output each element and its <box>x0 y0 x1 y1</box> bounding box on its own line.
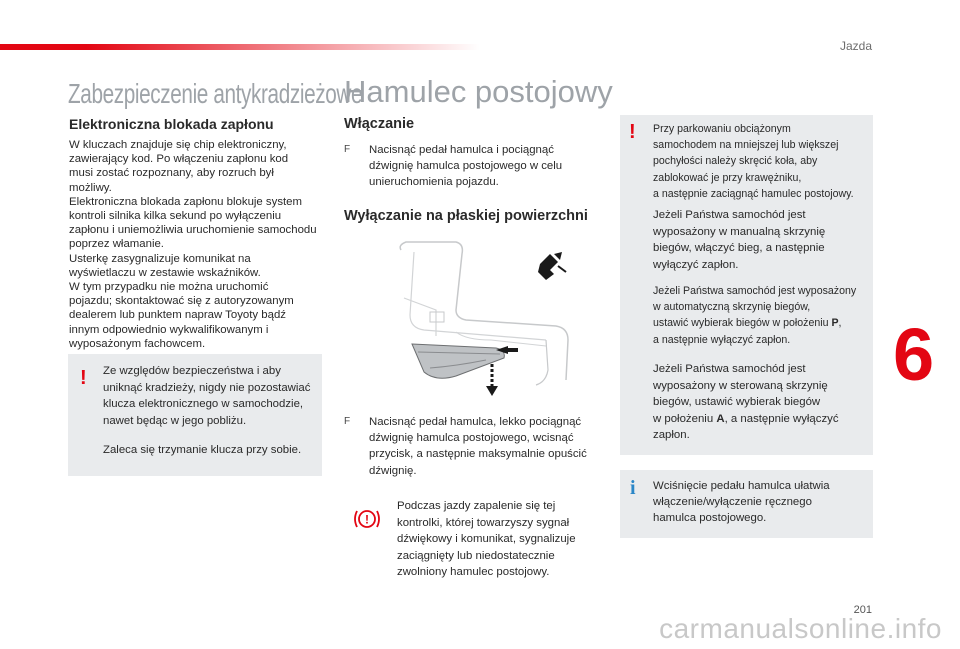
key-warning-box <box>68 354 322 476</box>
text-line: wyposażonym fachowcem. <box>69 337 206 350</box>
gear-a: A <box>716 412 725 425</box>
text-line: wyposażony w sterowaną skrzynię <box>653 379 828 392</box>
text-line: biegów, ustawić wybierak biegów <box>653 396 821 408</box>
text-line: Jeżeli Państwa samochód jest wyposażony <box>653 285 857 297</box>
text-line: a następnie zaciągnąć hamulec postojowy. <box>653 187 854 200</box>
info-box <box>620 470 873 538</box>
section-label: Jazda <box>839 39 872 53</box>
text-line: Nacisnąć pedał hamulca, lekko pociągnąć <box>369 416 582 428</box>
text-line: biegów, włączyć bieg, a następnie <box>653 242 825 254</box>
manual-gearbox-text <box>653 207 871 273</box>
text-line: Jeżeli Państwa samochód jest <box>653 209 806 221</box>
text-line: dealerem lub punktem napraw Toyoty bądź <box>69 309 286 322</box>
text-line: wyświetlaczu w zestawie wskaźników. <box>69 266 261 279</box>
text-line: dźwiękowy i komunikat, sygnalizuje <box>397 533 576 545</box>
parking-brake-title: Hamulec postojowy <box>344 74 613 109</box>
text-line: Jeżeli Państwa samochód jest <box>653 363 806 375</box>
text-line: Przy parkowaniu obciążonym <box>653 123 791 135</box>
text-line: dźwignię hamulca postojowego, wcisnąć <box>369 432 574 445</box>
text-line: a następnie wyłączyć zapłon. <box>653 333 791 346</box>
key-warning-text <box>103 363 317 429</box>
bullet-marker: F <box>344 144 351 155</box>
text-line: W kluczach znajduje się chip elektroniczny, <box>69 139 287 151</box>
text-line: zaciągnięty lub niedostatecznie <box>397 549 555 562</box>
text-line: pojazdu; skontaktować się z autoryzowanym <box>69 295 294 308</box>
text-line: wyłączyć zapłon. <box>653 258 739 271</box>
text-line: Ze względów bezpieczeństwa i aby <box>103 365 281 377</box>
text-line: dźwignię. <box>369 464 417 477</box>
text-line: unieruchomienia pojazdu. <box>369 176 499 189</box>
text-line: zablokować je przy krawężniku, <box>653 171 802 184</box>
text-line: kontroli silnika kilka sekund po wyłączeniu <box>69 210 282 223</box>
release-heading: Wyłączanie na płaskiej powierzchni <box>344 208 588 224</box>
exclamation-icon: ! <box>629 121 636 143</box>
text-line: Nacisnąć pedał hamulca i pociągnąć <box>369 144 554 156</box>
text-line: włączenie/wyłączenie ręcznego <box>653 496 812 508</box>
text-line: Elektroniczna blokada zapłonu blokuje system <box>69 195 303 208</box>
text-line: przycisk, a następnie maksymalnie opuścić <box>369 448 587 461</box>
chapter-number: 6 <box>893 313 935 396</box>
text-line: w automatyczną skrzynię biegów, <box>653 301 811 314</box>
text-line: musi zostać rozpoznany, aby rozruch był <box>69 167 274 180</box>
exclamation-icon: ! <box>80 367 87 389</box>
text-line: pochyłości należy skręcić koła, aby <box>653 155 818 168</box>
svg-text:!: ! <box>365 512 369 527</box>
header-accent-bar <box>0 44 480 50</box>
text-line: kontrolki, której towarzyszy sygnał <box>397 516 570 529</box>
automatic-gearbox-text <box>653 283 871 348</box>
text-line: innym odpowiednio wykwalifikowanym i <box>69 323 269 336</box>
text-line: zawierający kod. Po włączeniu zapłonu kod <box>69 153 289 166</box>
text-line: ustawić wybierak biegów w położeniu P, <box>653 317 842 330</box>
text-line: wyposażony w manualną skrzynię <box>653 225 826 238</box>
parking-warning-box <box>620 115 873 455</box>
immobiliser-text <box>69 138 331 351</box>
parking-slope-text <box>653 121 871 202</box>
info-text <box>653 478 863 526</box>
key-warning-note: Zaleca się trzymanie klucza przy sobie. <box>103 444 302 456</box>
parking-brake-illustration <box>396 240 576 400</box>
robotised-gearbox-text <box>653 361 871 444</box>
text-line: zwolniony hamulec postojowy. <box>397 566 550 578</box>
text-line: możliwy. <box>69 181 112 194</box>
text-line: poprzez włamanie. <box>69 238 164 251</box>
gear-p: P <box>831 317 839 330</box>
text-line: dźwignię hamulca postojowego w celu <box>369 160 563 173</box>
anti-theft-title: Zabezpieczenie antykradzieżowe <box>68 78 363 109</box>
text-line: W tym przypadku nie można uruchomić <box>69 281 269 294</box>
text-line: zapłonu i uniemożliwia uruchomienie samochodu <box>69 224 317 237</box>
text-line: Podczas jazdy zapalenie się tej <box>397 500 556 512</box>
release-step <box>344 414 606 479</box>
text-line: hamulca postojowego. <box>653 512 767 524</box>
bullet-marker: F <box>344 416 351 427</box>
engage-step <box>344 142 606 191</box>
engage-heading: Włączanie <box>344 116 415 132</box>
immobiliser-heading: Elektroniczna blokada zapłonu <box>69 116 274 132</box>
text-line: klucza elektronicznego w samochodzie, <box>103 398 304 410</box>
text-line: Usterkę zasygnalizuje komunikat na <box>69 252 251 265</box>
text-line: Wciśnięcie pedału hamulca ułatwia <box>653 480 830 492</box>
text-line: nawet będąc w jego pobliżu. <box>103 414 247 427</box>
text-line: samochodem na mniejszej lub większej <box>653 139 839 152</box>
info-icon: i <box>630 477 636 499</box>
brake-warning-light-note <box>344 498 606 584</box>
watermark: carmanualsonline.info <box>659 613 942 644</box>
text-line: w położeniu A, a następnie wyłączyć <box>653 412 839 425</box>
brake-warning-light-icon <box>352 506 382 532</box>
text-line: uniknąć kradzieży, nigdy nie pozostawiać <box>103 381 311 394</box>
page-number: 201 <box>853 604 872 616</box>
text-line: zapłon. <box>653 429 690 441</box>
